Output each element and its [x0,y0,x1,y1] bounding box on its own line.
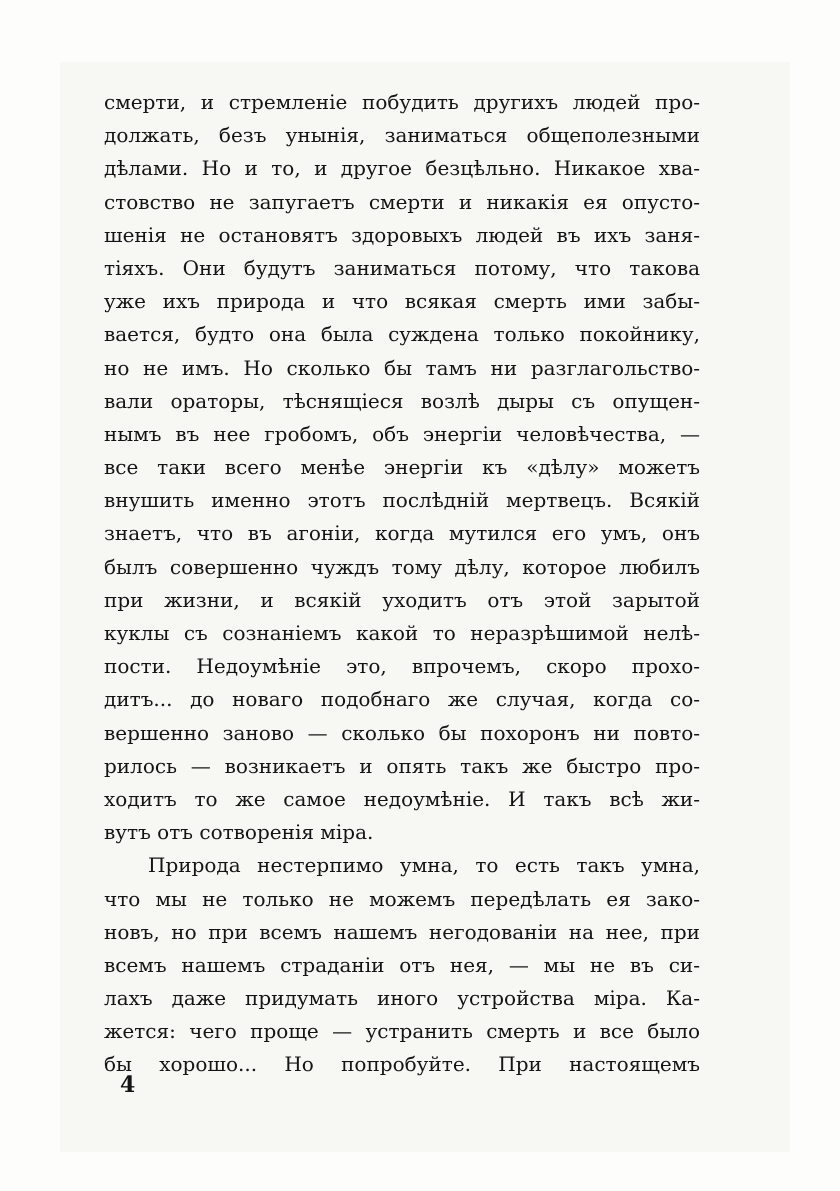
text-line: все таки всего менѣе энергіи къ «дѣлу» можетъ [104,455,700,480]
page-number: 4 [120,1072,136,1098]
text-line: всемъ нашемъ страданіи отъ нея, — мы не въ си- [104,952,700,977]
text-line: рилось — возникаетъ и опять такъ же быстро про- [104,753,700,778]
text-line: нымъ въ нее гробомъ, объ энергіи человѣчества, — [104,421,700,446]
text-line: вали ораторы, тѣснящіеся возлѣ дыры съ опущен- [104,388,700,413]
text-line: знаетъ, что въ агоніи, когда мутился его умъ, онъ [104,521,700,546]
text-line: новъ, но при всемъ нашемъ негодованіи на нее, при [104,919,700,944]
text-line: шенія не остановятъ здоровыхъ людей въ ихъ заня- [104,222,700,247]
text-line: что мы не только не можемъ передѣлать ея зако- [104,886,700,911]
text-line: пости. Недоумѣніе это, впрочемъ, скоро прохо- [104,654,700,679]
text-line: должать, безъ унынія, заниматься общеполезными [104,123,700,148]
text-line: бы хорошо... Но попробуйте. При настоящемъ [104,1052,700,1077]
text-line: куклы съ сознаніемъ какой то неразрѣшимой нелѣ- [104,621,700,645]
paragraph-last-line: вутъ отъ сотворенія міра. [104,820,374,845]
paragraph-first-line: Природа нестерпимо умна, то есть такъ умна, [148,853,700,878]
text-line: тіяхъ. Они будутъ заниматься потому, что такова [104,255,700,280]
text-line: дитъ... до новаго подобнаго же случая, когда со- [104,687,700,712]
text-line: былъ совершенно чуждъ тому дѣлу, которое любилъ [104,554,700,579]
text-line: стовство не запугаетъ смерти и никакія ея опусто- [104,189,700,214]
text-line: дѣлами. Но и то, и другое безцѣльно. Никакое хва- [104,156,700,181]
text-line: внушить именно этотъ послѣдній мертвецъ. Всякій [104,488,700,513]
text-line: вается, будто она была суждена только покойнику, [104,322,700,347]
text-line: при жизни, и всякій уходитъ отъ этой зарытой [104,587,700,612]
text-line: уже ихъ природа и что всякая смерть ими забы- [104,289,700,314]
body-text [104,86,700,1082]
text-line: жется: чего проще — устранить смерть и все было [104,1019,700,1044]
text-line: смерти, и стремленіе побудить другихъ людей про- [104,90,700,114]
text-line: но не имъ. Но сколько бы тамъ ни разглагольство- [104,355,700,380]
text-line: лахъ даже придумать иного устройства міра. Ка- [104,986,700,1011]
text-line: ходитъ то же самое недоумѣніе. И такъ всѣ жи- [104,786,700,811]
text-line: вершенно заново — сколько бы похоронъ ни повто- [104,720,700,745]
